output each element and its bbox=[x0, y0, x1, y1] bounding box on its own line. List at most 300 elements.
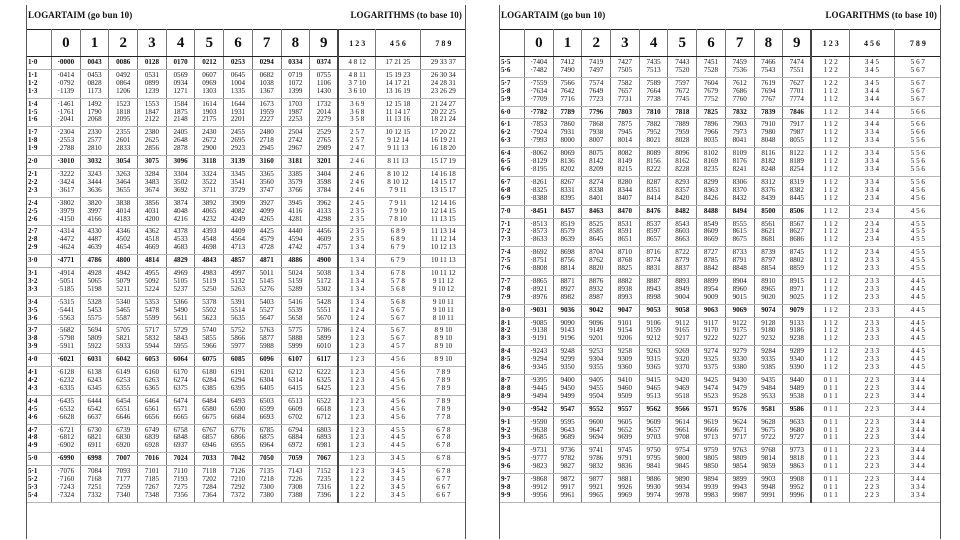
log-value-cell: 7882 7952 8021 bbox=[639, 119, 668, 148]
log-value-cell: 7889 7959 8028 bbox=[668, 119, 697, 148]
log-value-cell: 9750 9795 9841 bbox=[639, 445, 668, 474]
mean-difference-cell: 1 2 3 1 2 3 1 2 3 bbox=[338, 367, 375, 396]
row-number-cell: 3·0 bbox=[26, 255, 52, 268]
table-row bbox=[26, 197, 466, 226]
log-value-cell: 6749 6839 6928 bbox=[138, 424, 167, 453]
log-value-cell: 7868 7938 8007 bbox=[582, 119, 611, 148]
log-value-cell: 5340 5465 5587 bbox=[109, 296, 138, 325]
log-value-cell: ·6435 ·6532 ·6628 bbox=[52, 395, 81, 424]
table-row bbox=[499, 403, 941, 416]
table-row bbox=[499, 77, 941, 106]
log-value-cell: 6444 6542 6637 bbox=[80, 395, 109, 424]
log-value-cell: 3892 4065 4232 bbox=[195, 197, 224, 226]
log-value-cell: ·6128 ·6232 ·6335 bbox=[52, 367, 81, 396]
log-value-cell: 9745 9791 9836 bbox=[611, 445, 640, 474]
mean-difference-cell: 17 20 22 16 19 21 16 18 20 bbox=[420, 127, 466, 156]
row-number-cell: 4·0 bbox=[26, 354, 52, 367]
mean-difference-cell: 7 8 9 7 8 9 7 7 8 bbox=[420, 395, 466, 424]
log-value-cell: ·9542 bbox=[525, 403, 554, 416]
log-value-cell: 9576 bbox=[725, 403, 754, 416]
log-value-cell: 8739 8797 8854 bbox=[754, 247, 783, 276]
log-value-cell: ·9731 ·9777 ·9823 bbox=[525, 445, 554, 474]
log-value-cell: 9768 9814 9859 bbox=[754, 445, 783, 474]
log-value-cell: 8457 bbox=[553, 205, 582, 218]
right-header-title-irish: LOGARTAIM (go bun 10) bbox=[501, 10, 606, 20]
column-header-mean-difference: 4 5 6 bbox=[850, 30, 895, 57]
log-value-cell: 8102 8169 8235 bbox=[697, 148, 726, 177]
log-value-cell: 9122 9175 9227 bbox=[725, 317, 754, 346]
log-value-cell: 0170 bbox=[166, 57, 195, 70]
log-value-cell: 8887 8943 8998 bbox=[639, 275, 668, 304]
log-value-cell: 2455 2695 2923 bbox=[224, 127, 253, 156]
log-value-cell: ·8261 ·8325 ·8388 bbox=[525, 176, 554, 205]
log-value-cell: 7796 bbox=[582, 106, 611, 119]
log-value-cell: 4440 4594 4742 bbox=[281, 226, 310, 255]
row-number-cell: 2·7 2·8 2·9 bbox=[26, 226, 52, 255]
mean-difference-cell: 2 4 5 2 3 5 2 3 5 bbox=[338, 197, 375, 226]
mean-difference-cell: 5 6 7 5 6 7 5 6 7 bbox=[894, 77, 941, 106]
row-number-cell: 8·4 8·5 8·6 bbox=[499, 346, 525, 375]
log-value-cell: 9430 9479 9528 bbox=[725, 375, 754, 404]
log-value-cell: 9595 9643 9689 bbox=[553, 416, 582, 445]
column-header-digit: 7 bbox=[725, 30, 754, 57]
mean-difference-cell: 4 8 11 3 7 10 3 6 10 bbox=[338, 69, 375, 98]
log-value-cell: 8306 8370 8432 bbox=[725, 176, 754, 205]
log-value-cell: 6042 bbox=[109, 354, 138, 367]
log-value-cell: 3962 4133 4298 bbox=[310, 197, 339, 226]
log-value-cell: 7818 bbox=[668, 106, 697, 119]
log-value-cell: 9128 9180 9232 bbox=[754, 317, 783, 346]
log-value-cell: 0253 bbox=[224, 57, 253, 70]
log-value-cell: 9284 9335 9385 bbox=[754, 346, 783, 375]
log-value-cell: 6160 6263 6365 bbox=[138, 367, 167, 396]
log-value-cell: 1703 1987 2253 bbox=[281, 98, 310, 127]
column-header-row bbox=[26, 30, 466, 57]
column-header-digit: 7 bbox=[252, 30, 281, 57]
right-page-header bbox=[499, 5, 941, 27]
row-number-cell: 7·7 7·8 7·9 bbox=[499, 275, 525, 304]
log-value-cell: 9101 9154 9206 bbox=[611, 317, 640, 346]
column-header-digit: 4 bbox=[166, 30, 195, 57]
log-value-cell: 2480 2718 2945 bbox=[252, 127, 281, 156]
log-value-cell: 5378 5502 5623 bbox=[195, 296, 224, 325]
table-row bbox=[26, 354, 466, 367]
row-number-cell: 1·1 1·2 1·3 bbox=[26, 69, 52, 98]
table-row bbox=[499, 205, 941, 218]
log-value-cell: 9890 9934 9978 bbox=[668, 474, 697, 503]
log-value-cell: 3032 bbox=[80, 156, 109, 169]
log-value-cell: 9079 bbox=[783, 304, 812, 317]
log-value-cell: 7084 7168 7251 7332 bbox=[80, 466, 109, 503]
log-value-cell: 5403 5527 5647 bbox=[252, 296, 281, 325]
column-header-digit: 6 bbox=[224, 30, 253, 57]
log-value-cell: 9420 9469 9518 bbox=[668, 375, 697, 404]
log-value-cell: 7825 bbox=[697, 106, 726, 119]
log-value-cell: ·6990 bbox=[52, 453, 81, 466]
log-value-cell: 7474 7551 bbox=[783, 57, 812, 78]
log-value-cell: 5729 5843 5955 bbox=[166, 325, 195, 354]
log-value-cell: 3096 bbox=[166, 156, 195, 169]
mean-difference-cell: 6 8 9 6 8 9 6 7 9 bbox=[376, 226, 421, 255]
log-value-cell: 5428 5551 5670 bbox=[310, 296, 339, 325]
log-value-cell: 9112 9165 9217 bbox=[668, 317, 697, 346]
log-value-cell: 4997 5132 5263 bbox=[224, 268, 253, 297]
table-row bbox=[499, 375, 941, 404]
log-value-cell: 8876 8932 8987 bbox=[582, 275, 611, 304]
table-row bbox=[499, 416, 941, 445]
log-value-cell: 9090 9143 9196 bbox=[553, 317, 582, 346]
log-value-cell: 9633 9680 9727 bbox=[783, 416, 812, 445]
log-value-cell: 9253 9304 9355 bbox=[582, 346, 611, 375]
mean-difference-cell: 3 3 4 3 3 4 3 3 4 bbox=[850, 148, 895, 177]
log-value-cell: ·3802 ·3979 ·4150 bbox=[52, 197, 81, 226]
log-value-cell: 0569 0934 1271 bbox=[166, 69, 195, 98]
log-value-cell: 4362 4518 4669 bbox=[138, 226, 167, 255]
log-value-cell: 9754 9800 9845 bbox=[668, 445, 697, 474]
log-value-cell: ·8865 ·8921 ·8976 bbox=[525, 275, 554, 304]
table-row bbox=[499, 474, 941, 503]
table-row bbox=[499, 304, 941, 317]
log-value-cell: 9586 bbox=[783, 403, 812, 416]
log-value-cell: 6758 6848 6937 bbox=[166, 424, 195, 453]
column-header-mean-difference: 7 8 9 bbox=[894, 30, 941, 57]
log-value-cell: 9279 9330 9380 bbox=[725, 346, 754, 375]
table-row bbox=[26, 255, 466, 268]
log-value-cell: 4829 bbox=[166, 255, 195, 268]
log-value-cell: 3201 bbox=[310, 156, 339, 169]
log-value-cell: 6493 6590 6684 bbox=[224, 395, 253, 424]
log-value-cell: 8082 8149 8215 bbox=[611, 148, 640, 177]
log-value-cell: 9117 9170 9222 bbox=[697, 317, 726, 346]
log-value-cell: 8727 8785 8842 bbox=[697, 247, 726, 276]
mean-difference-cell: 3 4 4 3 4 4 3 4 4 bbox=[894, 375, 941, 404]
column-header-digit: 5 bbox=[668, 30, 697, 57]
log-value-cell: ·8692 ·8751 ·8808 bbox=[525, 247, 554, 276]
log-value-cell: 6138 6243 6345 bbox=[80, 367, 109, 396]
log-value-cell: 4969 5105 5237 bbox=[166, 268, 195, 297]
column-header-mean-difference: 4 5 6 bbox=[376, 30, 421, 57]
left-header-title-irish: LOGARTAIM (go bun 10) bbox=[28, 10, 133, 20]
table-row bbox=[26, 325, 466, 354]
log-value-cell: 9741 9786 9832 bbox=[582, 445, 611, 474]
log-value-cell: 6484 6580 6675 bbox=[195, 395, 224, 424]
log-value-cell: 2529 2765 2989 bbox=[310, 127, 339, 156]
log-value-cell: 8476 bbox=[639, 205, 668, 218]
table-row bbox=[26, 69, 466, 98]
log-value-cell: 6170 6274 6375 bbox=[166, 367, 195, 396]
mean-difference-cell: 14 16 18 14 15 17 13 15 17 bbox=[420, 168, 466, 197]
mean-difference-cell: 1 2 3 1 2 2 1 2 2 1 2 2 bbox=[338, 466, 375, 503]
log-value-cell: ·6021 bbox=[52, 354, 81, 367]
log-value-cell: 6075 bbox=[195, 354, 224, 367]
log-value-cell: 6803 6893 6981 bbox=[310, 424, 339, 453]
log-value-cell: 9581 bbox=[754, 403, 783, 416]
log-value-cell: 3945 4116 4281 bbox=[281, 197, 310, 226]
mean-difference-cell: 0 1 1 0 1 1 0 1 1 bbox=[811, 445, 849, 474]
log-value-cell: 7033 bbox=[195, 453, 224, 466]
column-header-n bbox=[499, 30, 525, 57]
mean-difference-cell: 2 2 3 2 2 3 2 2 3 bbox=[850, 445, 895, 474]
log-value-cell: 8567 8627 8686 bbox=[783, 218, 812, 247]
log-value-cell: 3139 bbox=[224, 156, 253, 169]
right-logarithm-table bbox=[499, 29, 941, 503]
log-value-cell: 3385 3579 3766 bbox=[281, 168, 310, 197]
mean-difference-cell: 4 4 5 4 4 5 4 4 5 bbox=[894, 275, 941, 304]
log-value-cell: 2405 2648 2878 bbox=[166, 127, 195, 156]
log-value-cell: 9628 9675 9722 bbox=[754, 416, 783, 445]
mean-difference-cell: 2 4 6 2 4 6 2 4 6 bbox=[338, 168, 375, 197]
mean-difference-cell: 10 11 13 bbox=[420, 255, 466, 268]
mean-difference-cell: 1 2 3 bbox=[338, 453, 375, 466]
log-value-cell: 8463 bbox=[582, 205, 611, 218]
log-value-cell: 8537 8597 8657 bbox=[639, 218, 668, 247]
log-value-cell: 6212 6314 6415 bbox=[281, 367, 310, 396]
mean-difference-cell: 1 1 2 bbox=[811, 205, 849, 218]
log-value-cell: 7846 bbox=[783, 106, 812, 119]
log-value-cell: 8519 8579 8639 bbox=[553, 218, 582, 247]
log-value-cell: 3324 3522 3711 bbox=[195, 168, 224, 197]
table-row bbox=[499, 119, 941, 148]
log-value-cell: 5011 5145 5276 bbox=[252, 268, 281, 297]
log-value-cell: 8494 bbox=[725, 205, 754, 218]
mean-difference-cell: 3 4 4 bbox=[850, 106, 895, 119]
log-value-cell: 1492 1790 2068 bbox=[80, 98, 109, 127]
log-value-cell: 8525 8585 8645 bbox=[582, 218, 611, 247]
log-value-cell: 8116 8182 8248 bbox=[754, 148, 783, 177]
log-value-cell: 2380 2625 2856 bbox=[138, 127, 167, 156]
log-value-cell: 9609 9657 9703 bbox=[639, 416, 668, 445]
column-header-mean-difference: 1 2 3 bbox=[338, 30, 375, 57]
log-value-cell: 6064 bbox=[166, 354, 195, 367]
table-row bbox=[26, 466, 466, 503]
log-value-cell: 7118 7202 7284 7364 bbox=[195, 466, 224, 503]
log-value-cell: ·3222 ·3424 ·3617 bbox=[52, 168, 81, 197]
column-header-digit: 2 bbox=[582, 30, 611, 57]
log-value-cell: 5740 5855 5966 bbox=[195, 325, 224, 354]
log-value-cell: 4843 bbox=[195, 255, 224, 268]
mean-difference-cell: 1 1 2 1 1 2 1 1 2 bbox=[811, 247, 849, 276]
mean-difference-cell: 0 1 1 0 1 1 0 1 1 bbox=[811, 375, 849, 404]
log-value-cell: 7459 7536 bbox=[725, 57, 754, 78]
log-value-cell: 7566 7642 7716 bbox=[553, 77, 582, 106]
mean-difference-cell: 12 14 16 12 14 15 11 13 15 bbox=[420, 197, 466, 226]
log-value-cell: 8561 8621 8681 bbox=[754, 218, 783, 247]
mean-difference-cell: 8 9 10 bbox=[420, 354, 466, 367]
log-value-cell: 5775 5888 5999 bbox=[281, 325, 310, 354]
log-value-cell: 7860 7931 8000 bbox=[553, 119, 582, 148]
log-value-cell: 9405 9455 9504 bbox=[582, 375, 611, 404]
log-value-cell: 8500 bbox=[754, 205, 783, 218]
mean-difference-cell: 2 3 3 2 3 3 2 3 3 bbox=[850, 346, 895, 375]
log-value-cell: 9562 bbox=[639, 403, 668, 416]
log-value-cell: 7110 7193 7275 7356 bbox=[166, 466, 195, 503]
column-header-digit: 1 bbox=[553, 30, 582, 57]
mean-difference-cell: 26 30 34 24 28 31 23 26 29 bbox=[420, 69, 466, 98]
mean-difference-cell: 3 4 5 3 4 4 3 4 4 bbox=[850, 77, 895, 106]
log-value-cell: 7619 7694 7767 bbox=[754, 77, 783, 106]
mean-difference-cell: 5 6 7 5 6 7 bbox=[894, 57, 941, 78]
mean-difference-cell: 1 1 2 bbox=[811, 304, 849, 317]
log-value-cell: 9763 9809 9854 bbox=[725, 445, 754, 474]
log-value-cell: 8882 8938 8993 bbox=[611, 275, 640, 304]
log-value-cell: 8904 8960 9015 bbox=[725, 275, 754, 304]
mean-difference-cell: 2 4 6 bbox=[338, 156, 375, 169]
right-header-title-english: LOGARITHMS (to base 10) bbox=[825, 10, 937, 20]
log-value-cell: 8109 8176 8241 bbox=[725, 148, 754, 177]
log-value-cell: 8915 8971 9025 bbox=[783, 275, 812, 304]
mean-difference-cell: 8 10 12 8 10 12 7 9 11 bbox=[376, 168, 421, 197]
table-row bbox=[26, 268, 466, 297]
mean-difference-cell: 2 3 3 bbox=[850, 304, 895, 317]
log-value-cell: 9248 9299 9350 bbox=[553, 346, 582, 375]
log-value-cell: 1584 1875 2148 bbox=[166, 98, 195, 127]
log-value-cell: 6730 6821 6911 bbox=[80, 424, 109, 453]
log-value-cell: 8899 8954 9009 bbox=[697, 275, 726, 304]
log-value-cell: 7007 bbox=[109, 453, 138, 466]
mean-difference-cell: 1 1 2 1 1 2 1 1 2 bbox=[811, 148, 849, 177]
log-value-cell: 7135 7218 7300 7380 bbox=[252, 466, 281, 503]
log-value-cell: 9624 9671 9717 bbox=[725, 416, 754, 445]
mean-difference-cell: 4 5 6 bbox=[894, 205, 941, 218]
row-number-cell: 5·5 5·6 bbox=[499, 57, 525, 78]
mean-difference-cell: 2 5 7 2 5 7 2 4 7 bbox=[338, 127, 375, 156]
log-value-cell: 7093 7177 7259 7340 bbox=[109, 466, 138, 503]
log-value-cell: 8482 bbox=[668, 205, 697, 218]
log-value-cell: 9258 9309 9360 bbox=[611, 346, 640, 375]
mean-difference-cell: 0 1 1 0 1 1 0 1 1 bbox=[811, 474, 849, 503]
log-value-cell: 7917 7987 8055 bbox=[783, 119, 812, 148]
log-value-cell: 5391 5514 5635 bbox=[224, 296, 253, 325]
log-value-cell: 4983 5119 5250 bbox=[195, 268, 224, 297]
log-value-cell: 6474 6571 6665 bbox=[166, 395, 195, 424]
mean-difference-cell: 4 8 12 bbox=[338, 57, 375, 70]
mean-difference-cell: 1 3 4 bbox=[338, 255, 375, 268]
column-header-digit: 4 bbox=[639, 30, 668, 57]
log-value-cell: 8280 8344 8407 bbox=[611, 176, 640, 205]
row-number-cell: 5·0 bbox=[26, 453, 52, 466]
mean-difference-cell: 5 5 6 4 5 6 4 5 6 bbox=[894, 176, 941, 205]
log-value-cell: 9440 9489 9538 bbox=[783, 375, 812, 404]
mean-difference-cell: 1 1 2 1 1 2 1 1 2 bbox=[811, 346, 849, 375]
log-value-cell: ·7782 bbox=[525, 106, 554, 119]
column-header-digit: 6 bbox=[697, 30, 726, 57]
row-number-cell: 9·4 9·5 9·6 bbox=[499, 445, 525, 474]
log-value-cell: 8555 8615 8675 bbox=[725, 218, 754, 247]
log-value-cell: 7024 bbox=[166, 453, 195, 466]
log-value-cell: 6794 6884 6972 bbox=[281, 424, 310, 453]
log-value-cell: 7016 bbox=[138, 453, 167, 466]
log-value-cell: 4886 bbox=[281, 255, 310, 268]
log-value-cell: 0755 1106 1430 bbox=[310, 69, 339, 98]
log-value-cell: 0043 bbox=[80, 57, 109, 70]
mean-difference-cell: 4 4 5 4 4 5 4 4 5 bbox=[894, 317, 941, 346]
mean-difference-cell: 0 1 1 0 1 1 0 1 1 bbox=[811, 416, 849, 445]
mean-difference-cell: 15 17 19 bbox=[420, 156, 466, 169]
log-value-cell: 6085 bbox=[224, 354, 253, 367]
log-value-cell: 8871 8927 8982 bbox=[553, 275, 582, 304]
log-value-cell: 9903 9948 9991 bbox=[754, 474, 783, 503]
log-value-cell: 6096 bbox=[252, 354, 281, 367]
mean-difference-cell: 29 33 37 bbox=[420, 57, 466, 70]
row-number-cell: 4·4 4·5 4·6 bbox=[26, 395, 52, 424]
mean-difference-cell: 2 3 4 2 3 3 2 3 3 bbox=[850, 247, 895, 276]
column-header-digit: 9 bbox=[783, 30, 812, 57]
log-value-cell: 4871 bbox=[252, 255, 281, 268]
log-value-cell: 6117 bbox=[310, 354, 339, 367]
mean-difference-cell: 2 3 4 bbox=[850, 205, 895, 218]
table-row bbox=[499, 445, 941, 474]
column-header-digit: 5 bbox=[195, 30, 224, 57]
log-value-cell: 6998 bbox=[80, 453, 109, 466]
log-value-cell: 0645 1004 1335 bbox=[224, 69, 253, 98]
table-row bbox=[499, 346, 941, 375]
table-row bbox=[26, 168, 466, 197]
mean-difference-cell: 3 4 4 bbox=[894, 403, 941, 416]
log-value-cell: 6785 6875 6964 bbox=[252, 424, 281, 453]
mean-difference-cell: 1 1 2 1 1 2 1 1 2 bbox=[811, 317, 849, 346]
log-value-cell: 2330 2577 2810 bbox=[80, 127, 109, 156]
log-value-cell: 9619 9666 9713 bbox=[697, 416, 726, 445]
log-value-cell: 7152 7235 7316 7396 bbox=[310, 466, 339, 503]
log-value-cell: 6180 6284 6385 bbox=[195, 367, 224, 396]
log-value-cell: 0682 1038 1367 bbox=[252, 69, 281, 98]
log-value-cell: 5694 5809 5922 bbox=[80, 325, 109, 354]
mean-difference-cell: 2 3 3 2 3 3 2 3 3 bbox=[850, 317, 895, 346]
log-value-cell: 8733 8791 8848 bbox=[725, 247, 754, 276]
mean-difference-cell: 8 11 13 bbox=[376, 156, 421, 169]
log-value-cell: 7875 7945 8014 bbox=[611, 119, 640, 148]
log-value-cell: 6031 bbox=[80, 354, 109, 367]
log-value-cell: 8293 8357 8420 bbox=[668, 176, 697, 205]
mean-difference-cell: 2 3 5 2 3 5 1 3 4 bbox=[338, 226, 375, 255]
log-value-cell: 6191 6294 6395 bbox=[224, 367, 253, 396]
table-row bbox=[26, 367, 466, 396]
log-value-cell: ·7404 ·7482 bbox=[525, 57, 554, 78]
left-page-header bbox=[26, 5, 466, 27]
log-value-cell: 0212 bbox=[195, 57, 224, 70]
row-number-cell: 5·7 5·8 5·9 bbox=[499, 77, 525, 106]
column-header-digit: 1 bbox=[80, 30, 109, 57]
log-value-cell: 8287 8351 8414 bbox=[639, 176, 668, 205]
mean-difference-cell: 5 6 6 5 6 6 5 5 6 bbox=[894, 119, 941, 148]
log-value-cell: ·9590 ·9638 ·9685 bbox=[525, 416, 554, 445]
log-value-cell: 4786 bbox=[80, 255, 109, 268]
log-value-cell: 5705 5821 5933 bbox=[109, 325, 138, 354]
log-value-cell: 3820 3997 4166 bbox=[80, 197, 109, 226]
log-value-cell: 9289 9340 9390 bbox=[783, 346, 812, 375]
log-value-cell: 5038 5172 5302 bbox=[310, 268, 339, 297]
column-header-row bbox=[499, 30, 941, 57]
log-value-cell: 4900 bbox=[310, 255, 339, 268]
row-number-cell: 6·1 6·2 6·3 bbox=[499, 119, 525, 148]
log-value-cell: ·9031 bbox=[525, 304, 554, 317]
log-value-cell: 8549 8609 8669 bbox=[697, 218, 726, 247]
log-value-cell: 9566 bbox=[668, 403, 697, 416]
log-value-cell: 3075 bbox=[138, 156, 167, 169]
log-value-cell: 7059 bbox=[281, 453, 310, 466]
log-value-cell: 5353 5478 5599 bbox=[138, 296, 167, 325]
log-value-cell: 4800 bbox=[109, 255, 138, 268]
log-value-cell: 0719 1072 1399 bbox=[281, 69, 310, 98]
log-value-cell: ·7076 ·7160 ·7243 ·7324 bbox=[52, 466, 81, 503]
log-value-cell: 7067 bbox=[310, 453, 339, 466]
log-value-cell: 7896 7966 8035 bbox=[697, 119, 726, 148]
log-value-cell: ·0414 ·0792 ·1139 bbox=[52, 69, 81, 98]
mean-difference-cell: 1 1 2 1 1 2 1 1 2 bbox=[811, 119, 849, 148]
log-value-cell: 6513 6609 6702 bbox=[281, 395, 310, 424]
row-number-cell: 7·4 7·5 7·6 bbox=[499, 247, 525, 276]
log-value-cell: 7627 7701 7774 bbox=[783, 77, 812, 106]
